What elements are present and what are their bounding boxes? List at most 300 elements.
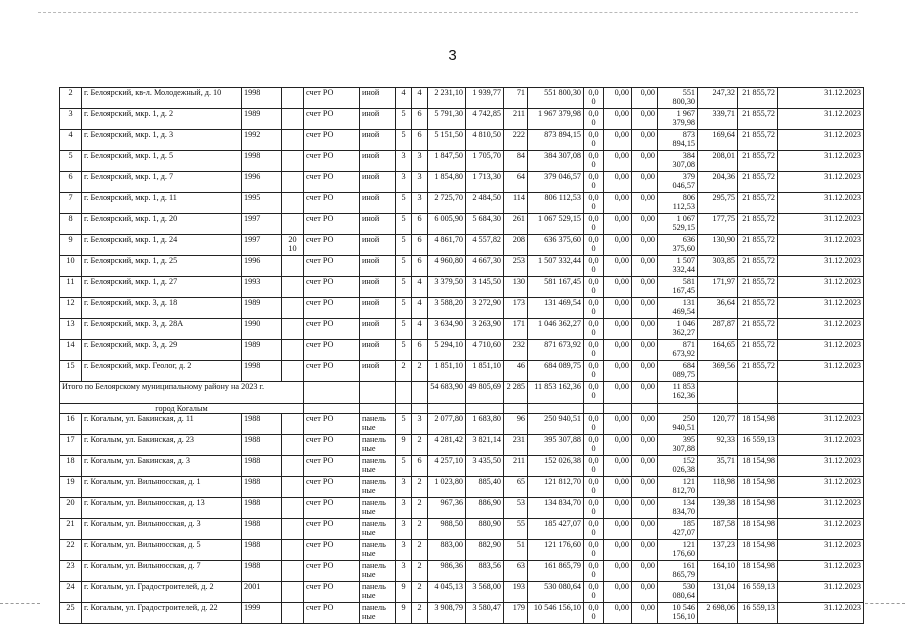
table-row (60, 109, 864, 130)
cell-people: 114 (504, 193, 528, 214)
cell-c1: 0,0 0 (584, 193, 604, 214)
cell-en: 2 (412, 435, 428, 456)
cell-rate: 295,75 (698, 193, 738, 214)
cell-people: 63 (504, 561, 528, 582)
cell-total: 152 026,38 (528, 456, 584, 477)
cell-people: 232 (504, 340, 528, 361)
cell-c1: 0,0 0 (584, 435, 604, 456)
cell-n: 18 (60, 456, 82, 477)
cell-addr: г. Белоярский, мкр. 3, д. 29 (82, 340, 242, 361)
cell-c3: 0,00 (632, 109, 658, 130)
cell-addr: г. Когалым, ул. Бакинская, д. 23 (82, 435, 242, 456)
cell-c1: 0,0 0 (584, 319, 604, 340)
cell-c2: 0,00 (604, 130, 632, 151)
cell-limit: 18 154,98 (738, 456, 778, 477)
cell-limit: 21 855,72 (738, 172, 778, 193)
cell-fund: счет РО (304, 561, 360, 582)
cell-en: 2 (412, 561, 428, 582)
table-row (60, 88, 864, 109)
cell-a1: 1 847,50 (428, 151, 466, 172)
cell-c4: 551 800,30 (658, 88, 698, 109)
cell-date: 31.12.2023 (778, 498, 864, 519)
cell-fl: 5 (396, 414, 412, 435)
cell-limit: 21 855,72 (738, 88, 778, 109)
cell-c4: 121 176,60 (658, 540, 698, 561)
cell-date: 31.12.2023 (778, 582, 864, 603)
total-area1: 54 683,90 (428, 382, 466, 404)
cell-c3: 0,00 (632, 172, 658, 193)
table-row (60, 582, 864, 603)
section-row (60, 404, 864, 414)
cell-y2 (282, 256, 304, 277)
cell-a2: 1 683,80 (466, 414, 504, 435)
cell-en: 4 (412, 298, 428, 319)
cell-c2: 0,00 (604, 414, 632, 435)
cell-addr: г. Когалым, ул. Вильнюсская, д. 5 (82, 540, 242, 561)
cell-date: 31.12.2023 (778, 109, 864, 130)
cell-n: 14 (60, 340, 82, 361)
cell-y2 (282, 88, 304, 109)
cell-people: 171 (504, 319, 528, 340)
cell-total: 636 375,60 (528, 235, 584, 256)
cell-year: 1988 (242, 456, 282, 477)
cell-addr: г. Белоярский, мкр. 1, д. 20 (82, 214, 242, 235)
cell-a1: 2 231,10 (428, 88, 466, 109)
cell-limit: 21 855,72 (738, 319, 778, 340)
cell-people: 208 (504, 235, 528, 256)
cell-wall: иной (360, 151, 396, 172)
cell-a1: 1 854,80 (428, 172, 466, 193)
cell-people: 53 (504, 498, 528, 519)
cell-year: 1989 (242, 109, 282, 130)
cell-c4: 1 507 332,44 (658, 256, 698, 277)
cell-y2 (282, 435, 304, 456)
cell-c3: 0,00 (632, 456, 658, 477)
cell-rate: 369,56 (698, 361, 738, 382)
table-row (60, 561, 864, 582)
cell-fund: счет РО (304, 519, 360, 540)
total-c1: 0,0 0 (584, 382, 604, 404)
cell-en: 6 (412, 235, 428, 256)
cell-a2: 1 705,70 (466, 151, 504, 172)
cell-rate: 35,71 (698, 456, 738, 477)
cell-rate: 204,36 (698, 172, 738, 193)
cell-date: 31.12.2023 (778, 603, 864, 624)
cell-c2: 0,00 (604, 340, 632, 361)
cell-c2: 0,00 (604, 561, 632, 582)
cell-c1: 0,0 0 (584, 130, 604, 151)
cell-y2 (282, 361, 304, 382)
cell-y2 (282, 582, 304, 603)
table-row (60, 298, 864, 319)
cell-rate: 169,64 (698, 130, 738, 151)
cell-people: 130 (504, 277, 528, 298)
cell-n: 23 (60, 561, 82, 582)
cell-n: 24 (60, 582, 82, 603)
cell-a1: 4 257,10 (428, 456, 466, 477)
cell-n: 2 (60, 88, 82, 109)
cell-total: 873 894,15 (528, 130, 584, 151)
cell-date: 31.12.2023 (778, 277, 864, 298)
cell-y2 (282, 456, 304, 477)
table-row (60, 498, 864, 519)
cell-fund: счет РО (304, 151, 360, 172)
cell-total: 131 469,54 (528, 298, 584, 319)
table-row (60, 256, 864, 277)
cell-a2: 3 263,90 (466, 319, 504, 340)
cell-addr: г. Белоярский, мкр. 3, д. 28А (82, 319, 242, 340)
cell-c4: 395 307,88 (658, 435, 698, 456)
cell-addr: г. Когалым, ул. Вильнюсская, д. 13 (82, 498, 242, 519)
scan-top-line (38, 12, 858, 13)
cell-limit: 21 855,72 (738, 151, 778, 172)
cell-c2: 0,00 (604, 88, 632, 109)
cell-c1: 0,0 0 (584, 498, 604, 519)
cell-fl: 2 (396, 361, 412, 382)
table-row (60, 540, 864, 561)
cell-y2 (282, 540, 304, 561)
cell-n: 17 (60, 435, 82, 456)
cell-a1: 967,36 (428, 498, 466, 519)
total-label: Итого по Белоярскому муниципальному району на 2023 г. (60, 382, 304, 404)
cell-a1: 5 294,10 (428, 340, 466, 361)
cell-fund: счет РО (304, 88, 360, 109)
cell-c2: 0,00 (604, 319, 632, 340)
cell-y2 (282, 172, 304, 193)
cell-c1: 0,0 0 (584, 603, 604, 624)
cell-a2: 3 272,90 (466, 298, 504, 319)
cell-date: 31.12.2023 (778, 235, 864, 256)
cell-people: 222 (504, 130, 528, 151)
cell-c2: 0,00 (604, 603, 632, 624)
cell-c4: 384 307,08 (658, 151, 698, 172)
cell-c4: 581 167,45 (658, 277, 698, 298)
cell-rate: 137,23 (698, 540, 738, 561)
cell-wall: панель ные (360, 477, 396, 498)
cell-wall: панель ные (360, 540, 396, 561)
cell-total: 121 812,70 (528, 477, 584, 498)
cell-c1: 0,0 0 (584, 561, 604, 582)
cell-wall: иной (360, 361, 396, 382)
table-row (60, 151, 864, 172)
total-beloyarsky (60, 382, 864, 414)
cell-c1: 0,0 0 (584, 456, 604, 477)
cell-date: 31.12.2023 (778, 88, 864, 109)
cell-rate: 171,97 (698, 277, 738, 298)
cell-rate: 120,77 (698, 414, 738, 435)
cell-fl: 5 (396, 277, 412, 298)
cell-wall: иной (360, 109, 396, 130)
section-title: город Когалым (60, 404, 304, 414)
cell-c4: 636 375,60 (658, 235, 698, 256)
cell-a2: 883,56 (466, 561, 504, 582)
cell-wall: иной (360, 172, 396, 193)
cell-year: 1993 (242, 277, 282, 298)
cell-en: 2 (412, 519, 428, 540)
cell-fl: 3 (396, 151, 412, 172)
cell-fl: 9 (396, 582, 412, 603)
cell-fund: счет РО (304, 414, 360, 435)
cell-y2 (282, 277, 304, 298)
cell-wall: панель ные (360, 456, 396, 477)
cell-c4: 185 427,07 (658, 519, 698, 540)
cell-wall: панель ные (360, 414, 396, 435)
cell-wall: панель ные (360, 582, 396, 603)
cell-en: 4 (412, 88, 428, 109)
cell-n: 13 (60, 319, 82, 340)
cell-c1: 0,0 0 (584, 414, 604, 435)
cell-wall: иной (360, 235, 396, 256)
cell-people: 193 (504, 582, 528, 603)
table-row (60, 603, 864, 624)
cell-a2: 4 710,60 (466, 340, 504, 361)
cell-c3: 0,00 (632, 477, 658, 498)
total-sum: 11 853 162,36 (528, 382, 584, 404)
cell-limit: 18 154,98 (738, 561, 778, 582)
cell-year: 1992 (242, 130, 282, 151)
cell-wall: иной (360, 298, 396, 319)
cell-c2: 0,00 (604, 361, 632, 382)
cell-y2 (282, 319, 304, 340)
cell-en: 3 (412, 172, 428, 193)
cell-year: 1995 (242, 193, 282, 214)
cell-n: 10 (60, 256, 82, 277)
cell-c3: 0,00 (632, 235, 658, 256)
cell-addr: г. Когалым, ул. Градостроителей, д. 2 (82, 582, 242, 603)
cell-a1: 2 077,80 (428, 414, 466, 435)
cell-c4: 161 865,79 (658, 561, 698, 582)
cell-a2: 4 742,85 (466, 109, 504, 130)
cell-date: 31.12.2023 (778, 435, 864, 456)
cell-a1: 3 379,50 (428, 277, 466, 298)
cell-limit: 21 855,72 (738, 235, 778, 256)
cell-date: 31.12.2023 (778, 477, 864, 498)
cell-en: 2 (412, 582, 428, 603)
cell-total: 250 940,51 (528, 414, 584, 435)
cell-n: 25 (60, 603, 82, 624)
cell-limit: 21 855,72 (738, 130, 778, 151)
cell-en: 6 (412, 256, 428, 277)
cell-n: 21 (60, 519, 82, 540)
cell-year: 1996 (242, 256, 282, 277)
table-row (60, 477, 864, 498)
cell-fl: 5 (396, 340, 412, 361)
cell-y2 (282, 477, 304, 498)
cell-year: 1989 (242, 340, 282, 361)
table-row (60, 361, 864, 382)
cell-year: 1998 (242, 361, 282, 382)
cell-c2: 0,00 (604, 456, 632, 477)
cell-en: 4 (412, 277, 428, 298)
table-row (60, 130, 864, 151)
table-row (60, 319, 864, 340)
cell-fl: 5 (396, 456, 412, 477)
cell-c1: 0,0 0 (584, 582, 604, 603)
cell-wall: иной (360, 193, 396, 214)
cell-fund: счет РО (304, 477, 360, 498)
cell-rate: 287,87 (698, 319, 738, 340)
cell-c4: 1 067 529,15 (658, 214, 698, 235)
cell-c2: 0,00 (604, 151, 632, 172)
cell-people: 211 (504, 109, 528, 130)
cell-date: 31.12.2023 (778, 130, 864, 151)
cell-wall: панель ные (360, 561, 396, 582)
cell-rate: 208,01 (698, 151, 738, 172)
cell-a1: 1 851,10 (428, 361, 466, 382)
cell-c1: 0,0 0 (584, 477, 604, 498)
cell-en: 3 (412, 151, 428, 172)
page-number: 3 (448, 47, 457, 64)
cell-fund: счет РО (304, 130, 360, 151)
cell-limit: 16 559,13 (738, 603, 778, 624)
cell-a2: 5 684,30 (466, 214, 504, 235)
cell-c4: 1 967 379,98 (658, 109, 698, 130)
cell-a1: 3 634,90 (428, 319, 466, 340)
cell-fund: счет РО (304, 498, 360, 519)
cell-total: 806 112,53 (528, 193, 584, 214)
cell-people: 173 (504, 298, 528, 319)
cell-a2: 4 810,50 (466, 130, 504, 151)
cell-n: 15 (60, 361, 82, 382)
cell-c2: 0,00 (604, 582, 632, 603)
cell-limit: 21 855,72 (738, 214, 778, 235)
cell-c2: 0,00 (604, 214, 632, 235)
cell-a1: 986,36 (428, 561, 466, 582)
rows-beloyarsky (60, 88, 864, 382)
cell-total: 1 507 332,44 (528, 256, 584, 277)
cell-en: 4 (412, 319, 428, 340)
cell-total: 1 046 362,27 (528, 319, 584, 340)
cell-fund: счет РО (304, 214, 360, 235)
cell-addr: г. Когалым, ул. Бакинская, д. 3 (82, 456, 242, 477)
cell-total: 134 834,70 (528, 498, 584, 519)
cell-y2 (282, 340, 304, 361)
cell-a1: 5 151,50 (428, 130, 466, 151)
cell-a2: 4 667,30 (466, 256, 504, 277)
cell-year: 1997 (242, 214, 282, 235)
total-people: 2 285 (504, 382, 528, 404)
cell-c3: 0,00 (632, 340, 658, 361)
cell-c1: 0,0 0 (584, 298, 604, 319)
cell-c1: 0,0 0 (584, 109, 604, 130)
cell-wall: иной (360, 256, 396, 277)
cell-c1: 0,0 0 (584, 519, 604, 540)
cell-addr: г. Когалым, ул. Бакинская, д. 11 (82, 414, 242, 435)
cell-c2: 0,00 (604, 477, 632, 498)
cell-people: 261 (504, 214, 528, 235)
cell-limit: 21 855,72 (738, 256, 778, 277)
total-area2: 49 805,69 (466, 382, 504, 404)
cell-a2: 882,90 (466, 540, 504, 561)
cell-rate: 247,32 (698, 88, 738, 109)
cell-year: 1998 (242, 88, 282, 109)
cell-c4: 134 834,70 (658, 498, 698, 519)
cell-date: 31.12.2023 (778, 319, 864, 340)
cell-people: 179 (504, 603, 528, 624)
cell-c4: 131 469,54 (658, 298, 698, 319)
cell-fl: 5 (396, 193, 412, 214)
cell-c2: 0,00 (604, 235, 632, 256)
cell-wall: иной (360, 130, 396, 151)
cell-c3: 0,00 (632, 298, 658, 319)
cell-rate: 164,10 (698, 561, 738, 582)
cell-en: 6 (412, 130, 428, 151)
cell-y2 (282, 414, 304, 435)
cell-a1: 2 725,70 (428, 193, 466, 214)
cell-c4: 152 026,38 (658, 456, 698, 477)
cell-y2 (282, 151, 304, 172)
table-row (60, 214, 864, 235)
cell-n: 20 (60, 498, 82, 519)
cell-year: 1999 (242, 603, 282, 624)
cell-rate: 139,38 (698, 498, 738, 519)
cell-fl: 5 (396, 256, 412, 277)
cell-a2: 880,90 (466, 519, 504, 540)
cell-c2: 0,00 (604, 256, 632, 277)
cell-a2: 3 580,47 (466, 603, 504, 624)
cell-people: 71 (504, 88, 528, 109)
table-row (60, 414, 864, 435)
cell-people: 231 (504, 435, 528, 456)
cell-c3: 0,00 (632, 130, 658, 151)
cell-people: 46 (504, 361, 528, 382)
cell-c2: 0,00 (604, 540, 632, 561)
cell-a1: 3 588,20 (428, 298, 466, 319)
cell-total: 684 089,75 (528, 361, 584, 382)
cell-fund: счет РО (304, 109, 360, 130)
cell-c1: 0,0 0 (584, 277, 604, 298)
cell-addr: г. Белоярский, мкр. 1, д. 5 (82, 151, 242, 172)
cell-a2: 1 939,77 (466, 88, 504, 109)
cell-total: 1 067 529,15 (528, 214, 584, 235)
cell-date: 31.12.2023 (778, 361, 864, 382)
cell-limit: 21 855,72 (738, 109, 778, 130)
cell-c1: 0,0 0 (584, 235, 604, 256)
cell-total: 1 967 379,98 (528, 109, 584, 130)
cell-n: 9 (60, 235, 82, 256)
cell-y2 (282, 130, 304, 151)
cell-year: 1988 (242, 477, 282, 498)
cell-en: 2 (412, 603, 428, 624)
cell-addr: г. Белоярский, мкр. 1, д. 2 (82, 109, 242, 130)
cell-fl: 9 (396, 435, 412, 456)
cell-wall: панель ные (360, 498, 396, 519)
cell-fund: счет РО (304, 603, 360, 624)
cell-limit: 21 855,72 (738, 298, 778, 319)
cell-year: 1988 (242, 561, 282, 582)
cell-people: 51 (504, 540, 528, 561)
cell-c3: 0,00 (632, 540, 658, 561)
cell-en: 6 (412, 340, 428, 361)
cell-people: 84 (504, 151, 528, 172)
cell-a1: 3 908,79 (428, 603, 466, 624)
cell-people: 96 (504, 414, 528, 435)
cell-c1: 0,0 0 (584, 214, 604, 235)
cell-fl: 9 (396, 603, 412, 624)
cell-c3: 0,00 (632, 319, 658, 340)
cell-year: 1997 (242, 235, 282, 256)
cell-year: 2001 (242, 582, 282, 603)
cell-limit: 21 855,72 (738, 277, 778, 298)
cell-c1: 0,0 0 (584, 151, 604, 172)
cell-fund: счет РО (304, 582, 360, 603)
cell-fund: счет РО (304, 256, 360, 277)
cell-rate: 2 698,06 (698, 603, 738, 624)
table-row (60, 435, 864, 456)
cell-c4: 871 673,92 (658, 340, 698, 361)
cell-total: 871 673,92 (528, 340, 584, 361)
cell-c3: 0,00 (632, 277, 658, 298)
